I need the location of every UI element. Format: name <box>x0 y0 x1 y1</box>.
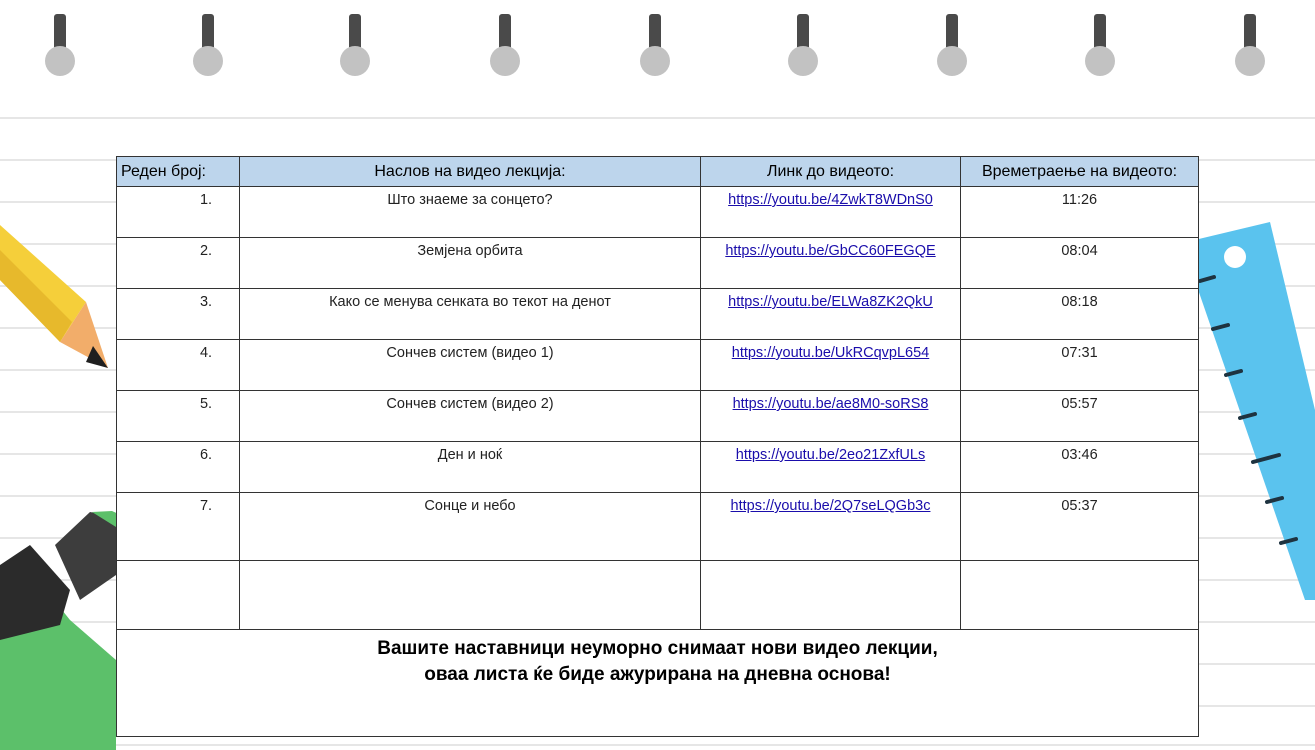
link-cell <box>701 340 961 391</box>
link-cell <box>701 442 961 493</box>
video-title: Сонце и небо <box>240 493 701 561</box>
video-link[interactable]: https://youtu.be/ae8M0-soRS8 <box>732 396 929 412</box>
table-row <box>117 289 1199 340</box>
video-link[interactable]: https://youtu.be/UkRCqvpL654 <box>731 345 930 361</box>
video-title: Сончев систем (видео 1) <box>240 340 701 391</box>
empty-cell <box>240 561 701 630</box>
link-cell <box>701 238 961 289</box>
video-duration: 07:31 <box>961 340 1199 391</box>
table-row <box>117 340 1199 391</box>
video-duration: 11:26 <box>961 187 1199 238</box>
video-link[interactable]: https://youtu.be/2Q7seLQGb3c <box>730 498 931 514</box>
row-number: 3. <box>117 289 240 340</box>
video-link[interactable]: https://youtu.be/4ZwkT8WDnS0 <box>728 192 933 208</box>
empty-cell <box>117 561 240 630</box>
row-number: 2. <box>117 238 240 289</box>
header-duration: Времетраење на видеото: <box>961 157 1199 187</box>
table-row <box>117 238 1199 289</box>
row-number: 4. <box>117 340 240 391</box>
video-lessons-table <box>116 156 1199 737</box>
link-cell <box>701 391 961 442</box>
link-cell <box>701 187 961 238</box>
table-row <box>117 442 1199 493</box>
row-number: 1. <box>117 187 240 238</box>
row-number: 5. <box>117 391 240 442</box>
video-duration: 08:04 <box>961 238 1199 289</box>
link-cell <box>701 493 961 561</box>
footer-note <box>117 630 1199 737</box>
table-row <box>117 493 1199 561</box>
video-duration: 05:37 <box>961 493 1199 561</box>
video-link[interactable]: https://youtu.be/2eo21ZxfULs <box>735 447 926 463</box>
footer-row <box>117 630 1199 737</box>
empty-cell <box>701 561 961 630</box>
video-link[interactable]: https://youtu.be/GbCC60FEGQE <box>725 243 936 259</box>
video-duration: 05:57 <box>961 391 1199 442</box>
video-title: Земјена орбита <box>240 238 701 289</box>
link-cell <box>701 289 961 340</box>
table-row <box>117 391 1199 442</box>
video-duration: 08:18 <box>961 289 1199 340</box>
empty-cell <box>961 561 1199 630</box>
video-link[interactable]: https://youtu.be/ELWa8ZK2QkU <box>728 294 933 310</box>
video-title: Што знаеме за сонцето? <box>240 187 701 238</box>
table-header-row <box>117 157 1199 187</box>
header-number: Реден број: <box>117 157 240 187</box>
row-number: 6. <box>117 442 240 493</box>
footer-line-1: Вашите наставници неуморно снимаат нови видео лекции, <box>377 638 938 659</box>
empty-row <box>117 561 1199 630</box>
video-duration: 03:46 <box>961 442 1199 493</box>
video-title: Сончев систем (видео 2) <box>240 391 701 442</box>
header-title: Наслов на видео лекција: <box>240 157 701 187</box>
video-title: Како се менува сенката во текот на денот <box>240 289 701 340</box>
row-number: 7. <box>117 493 240 561</box>
table-row <box>117 187 1199 238</box>
footer-line-2: оваа листа ќе биде ажурирана на дневна основа! <box>424 664 891 685</box>
header-link: Линк до видеото: <box>701 157 961 187</box>
video-title: Ден и ноќ <box>240 442 701 493</box>
